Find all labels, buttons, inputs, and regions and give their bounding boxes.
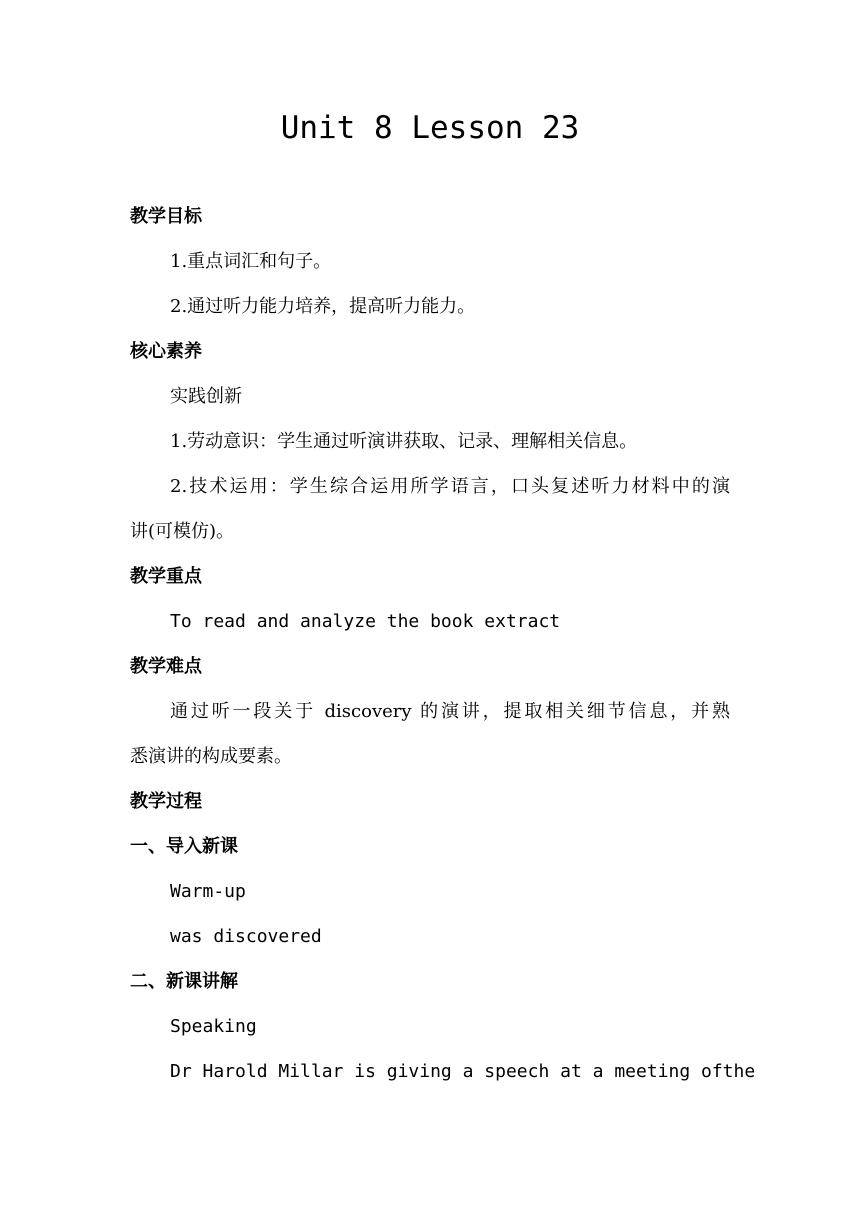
core-item-2-line-2: 讲(可模仿)。 xyxy=(130,521,235,542)
objective-item-2: 2.通过听力能力培养，提高听力能力。 xyxy=(170,296,476,317)
heading-core-literacy: 核心素养 xyxy=(130,341,202,362)
step-1-line-1: Warm-up xyxy=(170,881,246,902)
step-1-line-2: was discovered xyxy=(170,926,322,947)
difficulties-line-2: 悉演讲的构成要素。 xyxy=(130,746,292,767)
difficulties-line-1: 通过听一段关于 discovery 的演讲，提取相关细节信息，并熟 xyxy=(170,701,730,722)
heading-difficulties: 教学难点 xyxy=(130,656,202,677)
heading-process: 教学过程 xyxy=(130,791,202,812)
step-2-line-2: Dr Harold Millar is giving a speech at a meeting ofthe xyxy=(170,1061,756,1082)
core-item-1: 1.劳动意识：学生通过听演讲获取、记录、理解相关信息。 xyxy=(170,431,638,452)
heading-objectives: 教学目标 xyxy=(130,206,202,227)
heading-key-points: 教学重点 xyxy=(130,566,202,587)
heading-step-1: 一、导入新课 xyxy=(130,836,238,857)
step-2-line-1: Speaking xyxy=(170,1016,257,1037)
document-title: Unit 8 Lesson 23 xyxy=(280,110,580,146)
core-item-2-line-1: 2.技术运用：学生综合运用所学语言，口头复述听力材料中的演 xyxy=(170,476,730,497)
objective-item-1: 1.重点词汇和句子。 xyxy=(170,251,332,272)
heading-step-2: 二、新课讲解 xyxy=(130,971,238,992)
key-points-text: To read and analyze the book extract xyxy=(170,611,561,632)
core-intro: 实践创新 xyxy=(170,386,242,407)
